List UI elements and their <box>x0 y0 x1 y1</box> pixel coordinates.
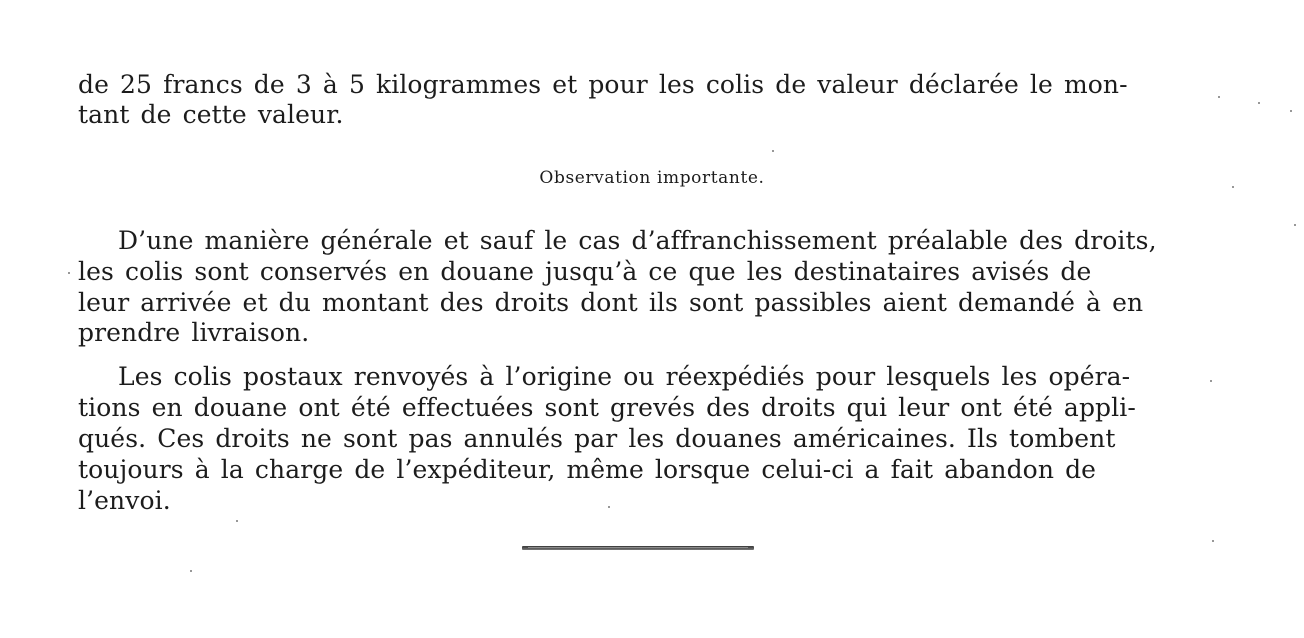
scan-speck <box>68 272 70 274</box>
scan-speck <box>1218 96 1220 98</box>
scan-speck <box>236 520 238 522</box>
scan-speck <box>1210 380 1212 382</box>
paragraph-line: tions en douane ont été effectuées sont grevés des droits qui leur ont été appli- <box>78 393 1136 422</box>
scan-speck <box>1294 224 1296 226</box>
scan-speck <box>1212 540 1214 542</box>
paragraph-line: leur arrivée et du montant des droits dont ils sont passibles aient demandé à en <box>78 288 1144 317</box>
paragraph-line: les colis sont conservés en douane jusqu’à ce que les destinataires avisés de <box>78 257 1092 286</box>
paragraph-line: qués. Ces droits ne sont pas annulés par les douanes américaines. Ils tombent <box>78 424 1116 453</box>
paragraph-line: toujours à la charge de l’expéditeur, même lorsque celui-ci a fait abandon de <box>78 455 1097 484</box>
scan-speck <box>190 570 192 572</box>
paragraph-line: Les colis postaux renvoyés à l’origine ou réexpédiés pour lesquels les opéra- <box>118 362 1131 391</box>
ornamental-rule <box>522 546 754 550</box>
paragraph-line: prendre livraison. <box>78 318 310 347</box>
section-heading: Observation importante. <box>539 168 765 188</box>
continuation-line: de 25 francs de 3 à 5 kilogrammes et pour les colis de valeur déclarée le mon- <box>78 70 1128 99</box>
paragraph-line: l’envoi. <box>78 486 171 515</box>
paragraph-line: D’une manière générale et sauf le cas d’affranchissement préalable des droits, <box>118 226 1157 255</box>
scan-speck <box>1290 110 1292 112</box>
scan-speck <box>772 150 774 152</box>
scan-speck <box>1258 102 1260 104</box>
scan-speck <box>608 506 610 508</box>
continuation-line: tant de cette valeur. <box>78 100 344 129</box>
scan-speck <box>1232 186 1234 188</box>
